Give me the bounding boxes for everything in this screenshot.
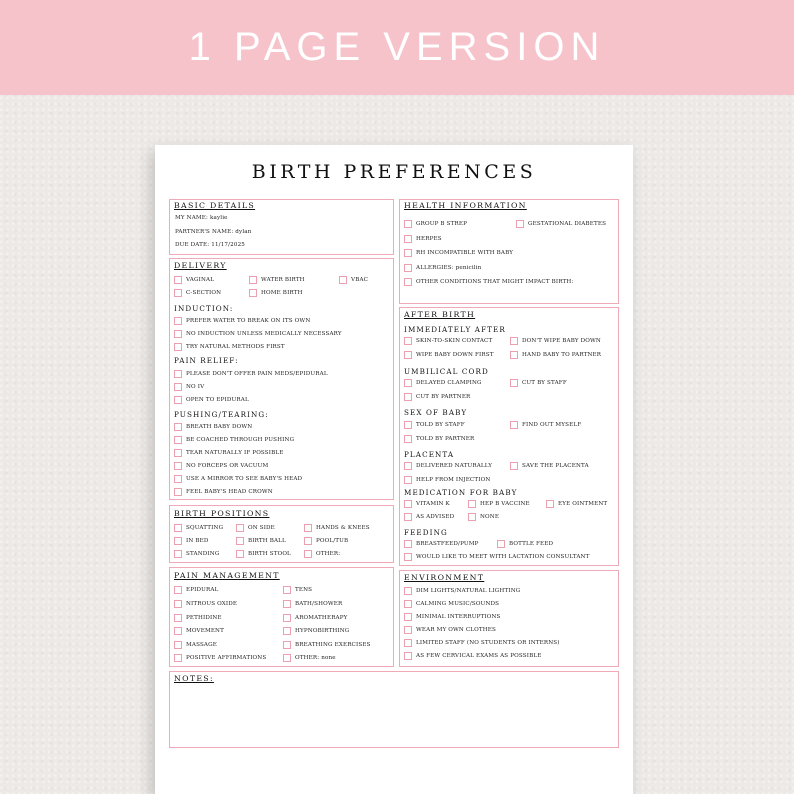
checkbox-label: HERPES [416,236,442,242]
checkbox[interactable] [236,550,244,558]
checkbox-label: SAVE THE PLACENTA [522,463,589,469]
checkbox[interactable] [468,513,476,521]
checkbox-label: HAND BABY TO PARTNER [522,352,602,358]
checkbox[interactable] [174,537,182,545]
due-date-field [175,242,245,248]
checkbox-label: TEAR NATURALLY IF POSSIBLE [186,450,284,456]
checkbox-label: HYPNOBIRTHING [295,628,350,634]
feeding-heading: FEEDING [404,528,448,537]
checkbox[interactable] [174,383,182,391]
checkbox-label: FIND OUT MYSELF [522,422,582,428]
checkbox-label: HEP B VACCINE [480,501,530,507]
immediately-after-heading: IMMEDIATELY AFTER [404,325,506,334]
checkbox[interactable] [404,626,412,634]
checkbox[interactable] [283,654,291,662]
checkbox-label: VAGINAL [186,277,215,283]
checkbox[interactable] [404,476,412,484]
checkbox-label: CALMING MUSIC/SOUNDS [416,601,500,607]
checkbox[interactable] [174,627,182,635]
checkbox[interactable] [404,235,412,243]
checkbox-label: POOL/TUB [316,538,349,544]
partner-name-label: PARTNER'S NAME: [175,229,234,235]
checkbox-label: EYE OINTMENT [558,501,608,507]
checkbox-label: OTHER: [316,551,341,557]
checkbox-label: BE COACHED THROUGH PUSHING [186,437,295,443]
checkbox-label: SQUATTING [186,525,224,531]
checkbox-label: BREATHING EXERCISES [295,642,371,648]
checkbox-label: NO INDUCTION UNLESS MEDICALLY NECESSARY [186,331,342,337]
my-name-value: kaylie [209,215,228,221]
checkbox[interactable] [404,613,412,621]
checkbox-label: WIPE BABY DOWN FIRST [416,352,494,358]
notes-area[interactable] [172,688,616,744]
checkbox[interactable] [404,513,412,521]
checkbox-label: DIM LIGHTS/NATURAL LIGHTING [416,588,521,594]
checkbox-label: DON'T WIPE BABY DOWN [522,338,601,344]
checkbox[interactable] [510,379,518,387]
checkbox[interactable] [174,475,182,483]
checkbox[interactable] [249,289,257,297]
checkbox-label: WOULD LIKE TO MEET WITH LACTATION CONSULTANT [416,554,590,560]
checkbox-label: BREASTFEED/PUMP [416,541,479,547]
checkbox[interactable] [404,435,412,443]
checkbox-label: LIMITED STAFF (NO STUDENTS OR INTERNS) [416,640,560,646]
checkbox-label: HANDS & KNEES [316,525,370,531]
checkbox[interactable] [404,351,412,359]
checkbox[interactable] [497,540,505,548]
checkbox-label: TENS [295,587,313,593]
checkbox-label: OPEN TO EPIDURAL [186,397,249,403]
checkbox[interactable] [404,337,412,345]
checkbox[interactable] [404,600,412,608]
checkbox-label: NO IV [186,384,205,390]
checkbox[interactable] [404,652,412,660]
checkbox[interactable] [174,370,182,378]
due-date-label: DUE DATE: [175,242,210,248]
checkbox[interactable] [236,524,244,532]
checkbox-label: EPIDURAL [186,587,219,593]
checkbox[interactable] [468,500,476,508]
checkbox[interactable] [174,449,182,457]
sex-of-baby-heading: SEX OF BABY [404,408,468,417]
checkbox-label: BIRTH BALL [248,538,286,544]
umbilical-cord-heading: UMBILICAL CORD [404,367,489,376]
pain-management-heading: PAIN MANAGEMENT [174,571,280,580]
checkbox[interactable] [510,351,518,359]
checkbox[interactable] [283,586,291,594]
page-title: BIRTH PREFERENCES [251,161,537,183]
checkbox[interactable] [174,396,182,404]
checkbox-label: VITAMIN K [416,501,450,507]
checkbox[interactable] [174,550,182,558]
checkbox-label: CUT BY PARTNER [416,394,471,400]
notes-heading: NOTES: [174,674,214,683]
checkbox[interactable] [174,586,182,594]
delivery-heading: DELIVERY [174,261,227,270]
checkbox-label: BOTTLE FEED [509,541,554,547]
checkbox[interactable] [404,220,412,228]
checkbox-label: BIRTH STOOL [248,551,291,557]
checkbox[interactable] [174,600,182,608]
induction-heading: INDUCTION: [174,304,234,313]
checkbox-label: RH INCOMPATIBLE WITH BABY [416,250,514,256]
checkbox[interactable] [174,641,182,649]
checkbox-label: GROUP B STREP [416,221,467,227]
checkbox-label: CUT BY STAFF [522,380,567,386]
basic-details-heading: BASIC DETAILS [174,201,256,210]
checkbox[interactable] [174,330,182,338]
checkbox[interactable] [510,337,518,345]
checkbox-label: DELAYED CLAMPING [416,380,482,386]
checkbox-label: HELP FROM INJECTION [416,477,491,483]
checkbox[interactable] [236,537,244,545]
birth-positions-heading: BIRTH POSITIONS [174,509,270,518]
checkbox-label: C-SECTION [186,290,222,296]
pushing-heading: PUSHING/TEARING: [174,410,269,419]
checkbox[interactable] [174,462,182,470]
medication-heading: MEDICATION FOR BABY [404,488,518,497]
checkbox-label: PLEASE DON'T OFFER PAIN MEDS/EPIDURAL [186,371,328,377]
checkbox[interactable] [404,249,412,257]
checkbox-label: WEAR MY OWN CLOTHES [416,627,497,633]
after-birth-heading: AFTER BIRTH [404,310,476,319]
pain-relief-heading: PAIN RELIEF: [174,356,239,365]
checkbox-label: DELIVERED NATURALLY [416,463,493,469]
checkbox[interactable] [404,264,412,272]
my-name-field [175,215,228,221]
banner-title: 1 PAGE VERSION [188,25,606,69]
checkbox-label: HOME BIRTH [261,290,303,296]
checkbox[interactable] [404,462,412,470]
checkbox-label: STANDING [186,551,220,557]
checkbox-label: TOLD BY STAFF [416,422,465,428]
checkbox[interactable] [249,276,257,284]
checkbox-label: AS ADVISED [416,514,455,520]
checkbox-label: BREATH BABY DOWN [186,424,253,430]
checkbox[interactable] [404,421,412,429]
due-date-value: 11/17/2025 [211,242,246,248]
checkbox-label: AROMATHERAPY [295,615,348,621]
checkbox[interactable] [510,421,518,429]
checkbox[interactable] [510,462,518,470]
checkbox[interactable] [174,423,182,431]
checkbox-label: MINIMAL INTERRUPTIONS [416,614,501,620]
checkbox-label: USE A MIRROR TO SEE BABY'S HEAD [186,476,303,482]
checkbox[interactable] [304,550,312,558]
health-information-heading: HEALTH INFORMATION [404,201,527,210]
checkbox[interactable] [516,220,524,228]
checkbox-label: NO FORCEPS OR VACUUM [186,463,269,469]
checkbox[interactable] [174,343,182,351]
checkbox[interactable] [174,289,182,297]
checkbox[interactable] [304,524,312,532]
checkbox-label: TOLD BY PARTNER [416,436,475,442]
checkbox-label: MOVEMENT [186,628,224,634]
my-name-label: MY NAME: [175,215,209,221]
checkbox[interactable] [404,587,412,595]
checkbox[interactable] [339,276,347,284]
checkbox[interactable] [174,276,182,284]
checkbox-label: ON SIDE [248,525,275,531]
partner-name-value: dylan [235,229,252,235]
checkbox-label: GESTATIONAL DIABETES [528,221,607,227]
checkbox[interactable] [174,654,182,662]
checkbox-label: IN BED [186,538,209,544]
environment-heading: ENVIRONMENT [404,573,485,582]
checkbox[interactable] [283,641,291,649]
checkbox[interactable] [304,537,312,545]
checkbox-label: NONE [480,514,500,520]
checkbox-label: FEEL BABY'S HEAD CROWN [186,489,273,495]
checkbox[interactable] [283,627,291,635]
checkbox[interactable] [404,540,412,548]
checkbox[interactable] [174,436,182,444]
checkbox[interactable] [174,614,182,622]
checkbox[interactable] [174,488,182,496]
checkbox-label: PREFER WATER TO BREAK ON ITS OWN [186,318,311,324]
checkbox-label: WATER BIRTH [261,277,305,283]
partner-name-field [175,229,252,235]
placenta-heading: PLACENTA [404,450,455,459]
checkbox[interactable] [174,317,182,325]
checkbox[interactable] [404,379,412,387]
checkbox[interactable] [404,278,412,286]
checkbox[interactable] [404,393,412,401]
checkbox-label: OTHER CONDITIONS THAT MIGHT IMPACT BIRTH: [416,279,574,285]
checkbox[interactable] [546,500,554,508]
checkbox[interactable] [404,639,412,647]
checkbox-label: TRY NATURAL METHODS FIRST [186,344,285,350]
checkbox-label: MASSAGE [186,642,217,648]
checkbox[interactable] [174,524,182,532]
checkbox-label: OTHER: none [295,655,336,661]
checkbox-label: VBAC [351,277,369,283]
checkbox-label: AS FEW CERVICAL EXAMS AS POSSIBLE [416,653,542,659]
checkbox-label: ALLERGIES: penicilin [416,265,482,271]
checkbox-label: POSITIVE AFFIRMATIONS [186,655,267,661]
checkbox[interactable] [404,553,412,561]
checkbox[interactable] [283,614,291,622]
checkbox-label: PETHIDINE [186,615,222,621]
banner [0,0,794,95]
checkbox-label: NITROUS OXIDE [186,601,238,607]
checkbox[interactable] [404,500,412,508]
checkbox-label: SKIN-TO-SKIN CONTACT [416,338,493,344]
checkbox[interactable] [283,600,291,608]
checkbox-label: BATH/SHOWER [295,601,343,607]
